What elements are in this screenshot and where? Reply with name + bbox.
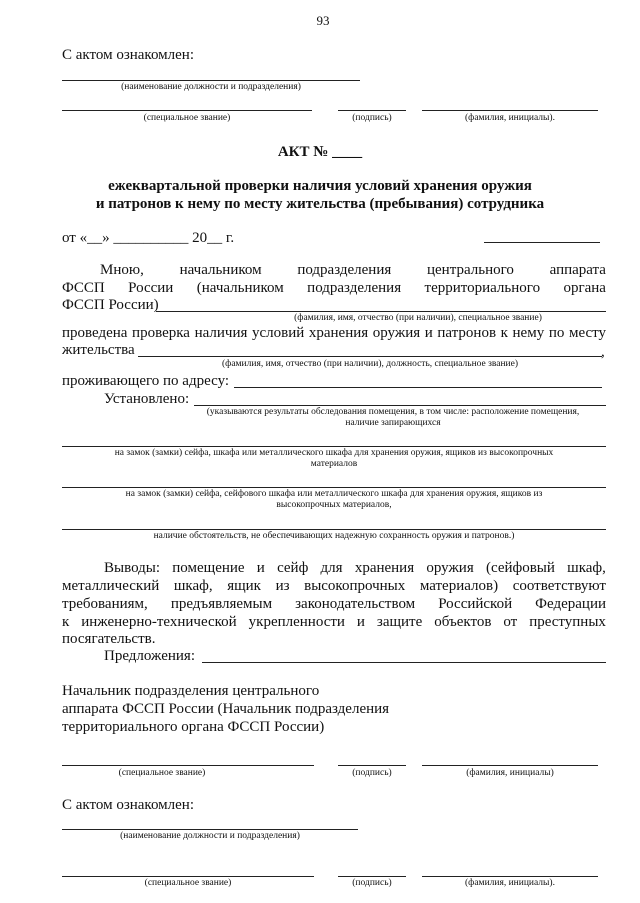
established-line [194,405,606,406]
conclusions-row-1 [104,560,606,577]
word: для [320,560,343,576]
top-name-line [422,110,598,111]
fio-rank-line [156,311,606,312]
head-line-3: территориального органа ФССП России) [62,719,325,735]
fio-position-line [138,356,602,357]
cap-fio-position: (фамилия, имя, отчество (при наличии), должность, специальное звание) [222,359,518,369]
head-cap-rank: (специальное звание) [118,768,206,778]
word: предъявляемым [170,596,273,612]
word: Российской [438,596,513,612]
head-line-2: аппарата ФССП России (Начальник подразделения [62,701,390,717]
word: соответствуют [512,578,606,594]
conclusions-row-2 [62,578,606,595]
word: Выводы: [104,560,161,576]
conclusions-row-4 [62,614,606,631]
head-line-1: Начальник подразделения центрального [62,683,320,699]
bottom-rank-line [62,876,314,877]
bottom-signature-line [338,876,406,877]
top-cap-position: (наименование должности и подразделения) [121,82,301,92]
word: законодательством [295,596,416,612]
cap-results-1: (указываются результаты обследования помещения, в том числе: расположение помещения, [206,407,580,417]
act-place-line [484,242,600,243]
word: объектов [434,614,492,630]
word: органа [563,280,606,296]
circumstances-line [62,529,606,530]
proposals-label: Предложения: [104,648,195,664]
word: высокопрочных [304,578,406,594]
word: территориального [424,280,541,296]
word: материалов) [419,578,499,594]
act-subtitle-1: ежеквартальной проверки наличия условий хранения оружия [108,178,532,194]
top-signature-line [338,110,406,111]
act-subtitle-2: и патронов к нему по месту жительства (пребывания) сотрудника [95,196,545,212]
body-row-5: жительства [62,342,135,358]
act-title: АКТ № ____ [277,144,363,160]
bottom-name-line [422,876,598,877]
bottom-position-line [62,829,358,830]
comma: , [601,344,605,360]
word: из [275,578,290,594]
head-cap-name: (фамилия, инициалы) [466,768,554,778]
body-row-2 [62,280,606,297]
cap-lock-4: высокопрочных материалов, [276,500,392,510]
cap-circumstances: наличие обстоятельств, не обеспечивающих надежную сохранность оружия и патронов.) [153,531,515,541]
word: (сейфовый [485,560,555,576]
word: преступных [529,614,606,630]
word: защите [376,614,423,630]
word: и [256,560,265,576]
top-cap-name: (фамилия, инициалы). [465,113,555,123]
word: начальником [179,262,262,278]
word: Мною, [100,262,144,278]
word: ФССП [62,280,105,296]
cap-lock-2: материалов [310,459,358,469]
word: ящик [227,578,261,594]
word: инженерно-технической [81,614,237,630]
cap-results-2: наличие запирающихся [345,418,441,428]
word: подразделения [307,280,402,296]
conclusions-row-3 [62,596,606,613]
page-number: 93 [316,13,330,28]
word: к [62,614,70,630]
body-row-3: ФССП России) [62,297,159,313]
word: требованиям, [62,596,148,612]
cap-lock-1: на замок (замки) сейфа, шкафа или металлического шкафа для хранения оружия, ящиков из высокопрочных [114,448,554,458]
act-date: от «__» __________ 20__ г. [62,230,235,246]
word: помещение [172,560,245,576]
bottom-ack-title: С актом ознакомлен: [62,797,194,813]
bottom-cap-rank: (специальное звание) [144,878,232,888]
head-name-line [422,765,598,766]
lock-line-2 [62,487,606,488]
proposals-line [202,662,606,663]
conclusions-row-5: посягательств. [62,631,156,647]
top-rank-line [62,110,312,111]
address-line [234,387,602,388]
word: России [128,280,174,296]
top-position-line [62,80,360,81]
word: аппарата [549,262,606,278]
word: металлический [62,578,160,594]
word: оружия [426,560,474,576]
word: (начальником [196,280,284,296]
word: укрепленности [248,614,345,630]
bottom-cap-position: (наименование должности и подразделения) [120,831,300,841]
cap-lock-3: на замок (замки) сейфа, сейфового шкафа или металлического шкафа для хранения оружия, ящиков из [125,489,543,499]
top-cap-rank: (специальное звание) [143,113,231,123]
bottom-cap-signature: (подпись) [352,878,392,888]
body-row-7: Установлено: [104,391,190,407]
head-rank-line [62,765,314,766]
top-cap-signature: (подпись) [352,113,392,123]
body-row-6: проживающего по адресу: [62,373,230,389]
bottom-cap-name: (фамилия, инициалы). [465,878,555,888]
word: от [503,614,518,630]
word: подразделения [297,262,392,278]
cap-fio-rank: (фамилия, имя, отчество (при наличии), специальное звание) [294,313,542,323]
body-row-4: проведена проверка наличия условий хранения оружия и патронов к нему по месту [62,325,606,341]
word: шкаф, [173,578,213,594]
word: хранения [354,560,415,576]
word: шкаф, [567,560,606,576]
word: сейф [277,560,309,576]
head-cap-signature: (подпись) [352,768,392,778]
lock-line-1 [62,446,606,447]
top-ack-title: С актом ознакомлен: [62,47,194,63]
body-row-1 [100,262,606,279]
word: и [356,614,365,630]
head-signature-line [338,765,406,766]
word: центрального [427,262,514,278]
word: Федерации [535,596,606,612]
